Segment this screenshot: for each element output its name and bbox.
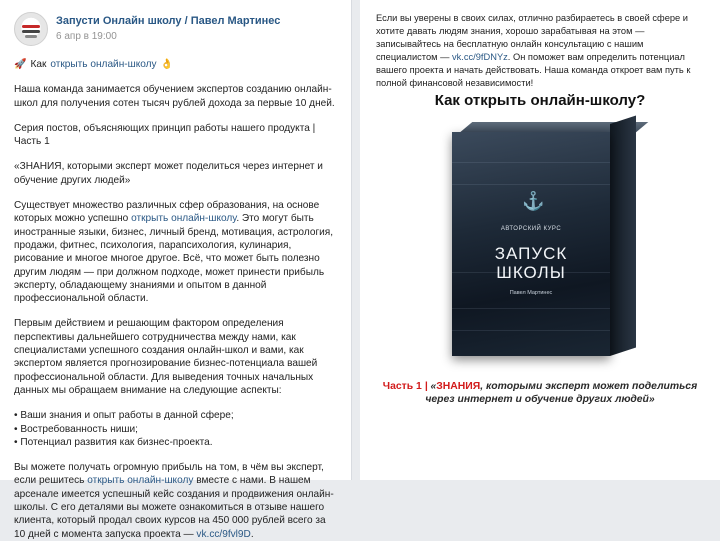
text-segment: Если вы уверены в своих силах, отлично разбираетесь в своей сфере и хотите давать людям знания, хорошо зарабатывая на этом — записывайтесь на бесплатную онлайн консультацию с нашим специалистом —: [376, 13, 688, 63]
bullet-item: • Ваши знания и опыт работы в данной сфере;: [14, 410, 234, 422]
box-course-label: АВТОРСКИЙ КУРС: [500, 226, 562, 232]
text-segment: . Это могут быть иностранные языки, бизнес, личный бренд, мотивация, астрология, продажи, фитнес, психология, парапсихология, кулинария, рисование и многое многое другое. Всё, что может быть полезно другим людям — при должном подходе, может принести прибыль эксперту, обладающему знаниями и опытом в данной профессиональной области.: [14, 213, 334, 305]
box-title-line: ШКОЛЫ: [496, 263, 566, 282]
caption-separator: |: [421, 381, 431, 392]
box-front: [452, 132, 610, 356]
wave-line: [452, 162, 610, 163]
paragraph-quote: «ЗНАНИЯ, которыми эксперт может поделиться через интернет и обучение других людей»: [14, 161, 323, 186]
course-box-image[interactable]: [452, 122, 642, 362]
paragraph-spheres: [14, 199, 339, 305]
open-school-link[interactable]: открыть онлайн-школу: [87, 475, 194, 487]
bullet-item: • Востребованность ниши;: [14, 423, 138, 435]
review-link[interactable]: vk.cc/9fvl9D: [196, 528, 251, 540]
caption-quote-open: «: [430, 381, 437, 392]
rocket-icon: 🚀: [14, 59, 27, 70]
ok-hand-icon: 👌: [160, 59, 174, 70]
open-school-link[interactable]: открыть онлайн-школу: [131, 213, 237, 225]
post-title-line: [14, 58, 339, 71]
post-header: [14, 12, 339, 46]
open-school-link[interactable]: открыть онлайн-школу: [50, 59, 157, 70]
anchor-icon: ⚓: [522, 191, 545, 211]
caption-keyword: ЗНАНИЯ: [436, 381, 481, 392]
text-segment: вместе с нами. В нашем арсенале имеется успешный кейс создания и продвижения онлайн-школы. С его деталями вы можете ознакомиться в отзыве нашего клиента, который продал своих курсов на 450 000 рублей всего за 10 дней с момента запуска проекта —: [14, 475, 334, 540]
post-date[interactable]: 6 апр в 19:00: [56, 31, 117, 42]
box-side: [610, 116, 636, 356]
text-segment: Вы можете получать огромную прибыль на том, в чём вы эксперт, если решитесь: [14, 462, 324, 487]
box-title-line: ЗАПУСК: [494, 244, 568, 263]
post-meta: [56, 14, 280, 44]
wave-line: [452, 330, 610, 331]
logo-mark: [25, 35, 37, 38]
paragraph-intro: Наша команда занимается обучением экспертов созданию онлайн-школ для получения сотен тысяч рублей дохода за первые 10 дней.: [14, 84, 335, 109]
image-caption: [380, 380, 700, 406]
caption-rest: , которыми эксперт может поделиться через интернет и обучение других людей»: [425, 381, 698, 405]
logo-mark: [22, 30, 40, 33]
paragraph-series: Серия постов, объясняющих принцип работы нашего продукта | Часть 1: [14, 122, 316, 148]
caption-part: Часть 1: [382, 381, 422, 392]
text-segment: Существует множество различных сфер образования, на основе которых можно успешно: [14, 200, 320, 225]
post-continuation: [360, 0, 720, 480]
bullet-item: • Потенциал развития как бизнес-проекта.: [14, 436, 213, 448]
text-segment: . Он поможет вам определить потенциал вашего проекта и начать действовать. Наша команда откроет вам путь к полной финансовой независимости!: [376, 52, 691, 89]
image-headline: Как открыть онлайн-школу?: [434, 92, 646, 109]
group-avatar[interactable]: [14, 12, 48, 46]
wave-line: [452, 308, 610, 309]
wave-line: [452, 184, 610, 185]
post-title-prefix: Как: [30, 59, 47, 70]
paragraph-first-step: Первым действием и решающим фактором определения перспективы дальнейшего сотрудничества между нами, как специалистами успешного создания онлайн-школ и вами, как экспертом является прогнозирование бизнес-потенциала вашей профессиональной области. Для выведения точных начальных данных мы обращаем внимание на следующие аспекты:: [14, 318, 318, 396]
box-author: Павел Мартинес: [509, 290, 553, 296]
consultation-link[interactable]: vk.cc/9fDNYz: [452, 52, 508, 63]
box-title: [452, 244, 610, 282]
post-card: [0, 0, 352, 540]
text-segment: .: [250, 528, 254, 540]
post-body: [14, 58, 339, 541]
column-divider: [352, 0, 360, 480]
paragraph-case: [14, 461, 339, 541]
consultation-paragraph: [360, 0, 720, 91]
group-name-link[interactable]: Запусти Онлайн школу / Павел Мартинес: [56, 15, 281, 27]
logo-mark: [22, 25, 40, 28]
